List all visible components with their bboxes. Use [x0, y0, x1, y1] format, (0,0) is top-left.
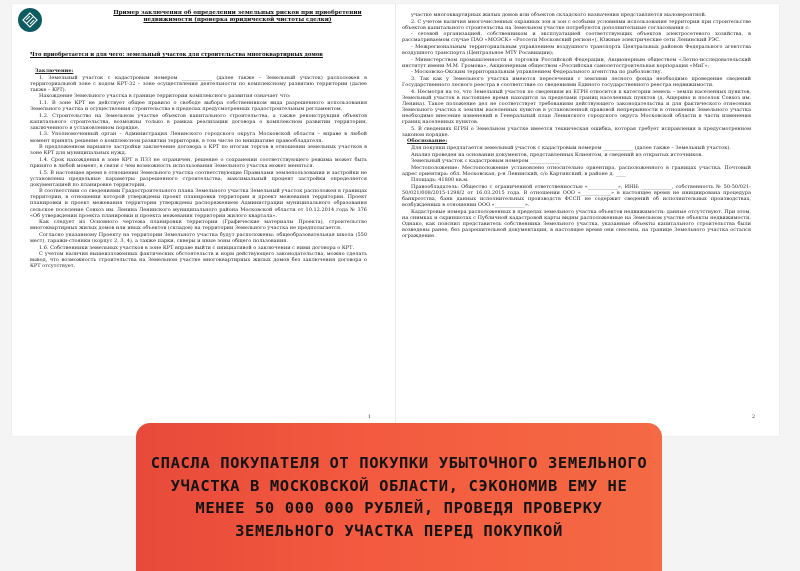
paragraph: - Межрегиональным территориальным управлением воздушного транспорта Центральных районов Федерального агентства воздушного транспорта (Центральное МТУ Росавиации);	[402, 43, 751, 57]
paragraph: - Министерством промышленности и торговли Российской Федерации, Акционерным обществом «Летно-исследовательский институт имени М.М. Громова», Акционерным обществом «Российская самолетостроительная корпорация «МиГ»;	[402, 56, 751, 69]
paragraph: 5. В сведениях ЕГРН о Земельном участке имеется техническая ошибка, которая требует исправления в предусмотренном законом порядке.	[402, 125, 751, 138]
paragraph: Правообладатель: Общество с ограниченной ответственностью «____________», ИНН: ____________, собственность № 50-50/021-50/021/008/2015-1298/2 от 16.03.2015 года. В отношении ООО «____________» в настоящее время не инициирована процедура банкротства, банк данных исполнительных производств ФССП не содержит сведений об исполнительных производствах, возбужденных в отношении ООО «____________».	[402, 184, 751, 209]
paragraph: 4. Несмотря на то, что Земельный участок по сведениям из ЕГРН относится к категории земель – земли населенных пунктов, Земельный участок в настоящее время находится за пределами границ населенных пунктов (д. Ащерино и поселок Совхоз им. Ленина). Такое положение дел не соответствует требованиям действующего законодательства и для фактического отнесения Земельного участка к землям населенных пунктов в установленной правовой непрерывности в отношении Земельного участка необходимо внесение изменений в Генеральный план Ленинского городского округа Московской области в части изменения границ населенных пунктов.	[402, 88, 751, 126]
company-logo-icon	[18, 8, 42, 32]
page-number: 1	[367, 414, 371, 420]
paragraph: В соответствии со сведениями Градостроительного плана Земельного участка Земельный участок расположен в границах территории, в отношении которой утверждены проект планировки территории и проект межевания территории. Проект планировки и проект межевания территории утверждены распоряжением Администрации муниципального образования сельское поселение Совхоз им. Ленина Ленинского муниципального района Московской области от 10.12.2014 года № 376 «Об утверждении проекта планировки и проекта межевания территории жилого квартала».	[30, 188, 367, 219]
paragraph: Земельный участок с кадастровым номером ____________	[411, 158, 561, 165]
paragraph: Анализ проведен на основании документов, представленных Клиентом, и сведений из открытых источников.	[411, 151, 703, 158]
promo-banner	[136, 423, 662, 571]
document-body	[30, 68, 367, 270]
purpose-line: Что приобретается и для чего: земельный участок для строительства многоквартирных домов	[30, 52, 323, 58]
paragraph: 2. С учетом наличия многочисленных охранных зон и зон с особыми условиями использования территории при строительстве объектов капитального строительства на Земельном участке потребуются дополнительные согласования с:	[402, 18, 751, 31]
paragraph: 1. Земельный участок с кадастровым номером ____________ (далее также – Земельный участок) расположен в территориальной зоне с кодом КРТ-32 – зоне осуществления деятельности по комплексному развитию территории (далее также – КРТ).	[30, 74, 367, 93]
paragraph: С учетом наличия вышеизложенных фактических обстоятельств и норм действующего законодательства, можно сделать вывод, что возможность строительства на Земельном участке многоквартирных жилых домов без заключения договора о КРТ отсутствует.	[30, 251, 367, 270]
paragraph: Местоположение: Местоположение установлено относительно ориентира, расположенного в границах участка. Почтовый адрес ориентира: обл. Московская, р-н Ленинский, с/о Картинский, в районе д. ____	[402, 164, 751, 177]
paragraph: 1.6. Собственники земельных участков в зоне КРТ вправе выйти с инициативой о заключении с ними договора о КРТ.	[39, 244, 355, 251]
paragraph: 3. Так как у Земельного участка имеются пересечения с землями лесного фонда необходимо проведение сведений Государственного лесного реестра в соответствие со сведениями Единого государственного реестра недвижимости.	[402, 75, 751, 89]
document-title: Пример заключения об определении земельных рисков при приобретении недвижимости (проверка юридической чистоты сделки)	[113, 10, 362, 23]
paragraph: В предложенном варианте застройки заключение договора о КРТ по итогам торгов в отношении земельных участков в зоне КРТ для муниципальных нужд.	[30, 144, 367, 157]
page-number: 2	[751, 414, 755, 420]
paragraph: 1.4. Срок нахождения в зоне КРТ в ПЗЗ не ограничен, решение о сохранении соответствующего режима может быть принято в любой момент, в связи с чем возможность использования Земельного участка может меняться.	[30, 156, 367, 169]
paragraph: участке многоквартирных жилых домов или объектов складского назначения представляется маловероятной.	[411, 12, 707, 18]
justification-label: Обоснование:	[407, 138, 448, 145]
paragraph: Как следует из Основного чертежа планировки территории (Графические материалы Проекта), строительство многоквартирных жилых домов или иных объектов (складов) на территории Земельного участка не предполагается.	[30, 219, 367, 232]
paragraph: 1.1. В зоне КРТ не действует общее правило о свободе выбора собственником вида разрешенного использования Земельного участка и осуществления строительства в пределах предусмотренных градостроительным регламентом.	[30, 99, 367, 113]
paragraph: 1.3. Уполномоченный орган – Администрация Ленинского городского округа Московской области – вправе в любой момент принять решение о комплексном развитии территории, в том числе по инициативе правообладателя.	[30, 131, 367, 144]
paragraph: 1.2. Строительство на Земельном участке объектов капитального строительства, а также реконструкция объектов капитального строительства, возможны только в рамках реализации договора о комплексном развитии территории, заключенного в установленном порядке.	[30, 112, 367, 131]
banner-text: СПАСЛА ПОКУПАТЕЛЯ ОТ ПОКУПКИ УБЫТОЧНОГО ЗЕМЕЛЬНОГО УЧАСТКА В МОСКОВСКОЙ ОБЛАСТИ, СЭКОНОМИВ ЕМУ НЕ МЕНЕЕ 50 000 000 РУБЛЕЙ, ПРОВЕДЯ ПРОВЕРКУ ЗЕМЕЛЬНОГО УЧАСТКА ПЕРЕД ПОКУПКОЙ	[150, 454, 648, 540]
paragraph: Кадастровые номера расположенных в пределах земельного участка объектов недвижимости: данные отсутствуют. При этом, на снимках и скриншотах с Публичной кадастровой карты видны расположенные на Земельном участке объекты недвижимости. Однако, как пояснил представитель собственника Земельного участка, указанные объекты капитального строительства были возведены ранее, без разрешительной документации, в настоящее время они снесены, на границе Земельного участка остался ограждение.	[402, 208, 751, 240]
paragraph: - Московско-Окским территориальным управлением Федерального агентства по рыболовству.	[411, 69, 663, 76]
conclusion-label: Заключение:	[35, 68, 74, 74]
paragraph: Согласно указанному Проекту на территории Земельного участка будут расположены: общеобразовательная школа (550 мест), гаражи-стоянки (корпус 2, 3, 4), а также парки, скверы и иные зоны общего пользования.	[30, 231, 367, 245]
paragraph: 1.5. В настоящее время в отношении Земельного участка соответствующие Правилами землепользования и застройки не установлены предельные параметры разрешенного строительства; максимальный процент застройки определяется документацией по планировке территории.	[30, 169, 367, 188]
paragraph: Для покупки предлагается земельный участок с кадастровым номером ____________ (далее также – Земельный участок).	[411, 144, 731, 151]
document-page-2	[396, 4, 779, 436]
document-body	[402, 12, 751, 240]
paragraph: Площадь: 41800 кв.м.	[411, 177, 469, 184]
paragraph: Нахождение Земельного участка в границе территории комплексного развития означает что:	[39, 93, 291, 100]
paragraph: - сетевой организацией, собственником и эксплуатацией соответствующих объектов электросетевого хозяйства, в рассматриваемом случае ПАО «МОЭСК» «Россети Московский регион»), Южные электрические сети Ленинский РЭС.	[402, 31, 751, 44]
document-page-1	[12, 4, 395, 436]
